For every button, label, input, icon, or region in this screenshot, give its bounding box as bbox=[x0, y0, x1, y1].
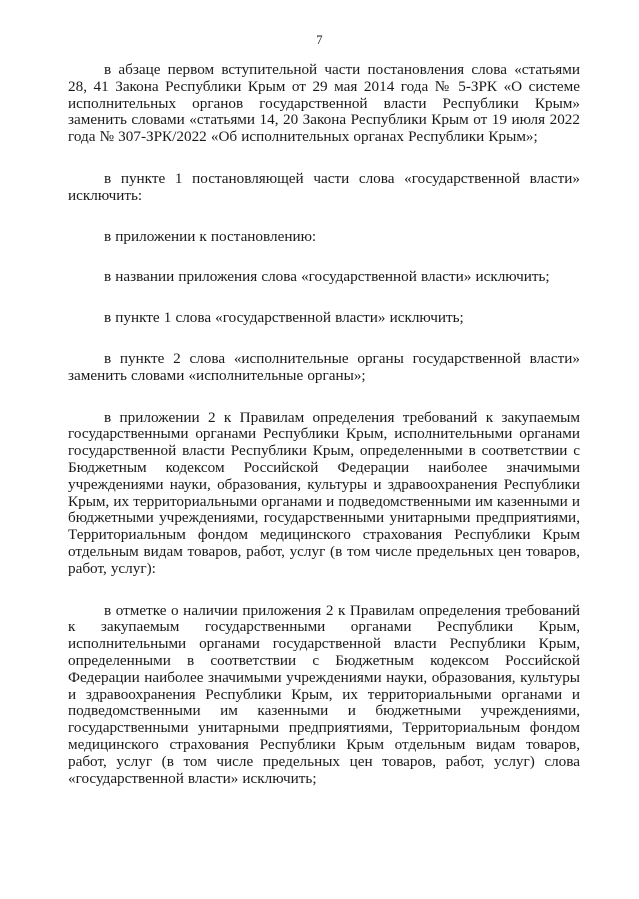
paragraph-preamble-amendment: в абзаце первом вступительной части постановления слова «статьями 28, 41 Закона Республики Крым от 29 мая 2014 года № 5-ЗРК «О системе исполнительных органов государственной власти Республики Крым» заменить словами «статьями 14, 20 Закона Республики Крым от 19 июля 2022 года № 307-ЗРК/2022 «Об исполнительных органах Республики Крым»; bbox=[68, 61, 580, 146]
document-body bbox=[68, 62, 580, 787]
paragraph-annex-point-2: в пункте 2 слова «исполнительные органы государственной власти» заменить словами «исполнительные органы»; bbox=[68, 349, 580, 384]
paragraph-annex-intro: в приложении к постановлению: bbox=[104, 227, 317, 245]
paragraph-appendix-2-mark: в отметке о наличии приложения 2 к Правилам определения требований к закупаемым государственными органами Республики Крым, исполнительными органами государственной власти Республики Крым, определенными в соответствии с Бюджетным кодексом Российской Федерации наиболее значимыми учреждениями науки, образования, культуры и здравоохранения Республики Крым, их территориальными органами и подведомственными им казенными и бюджетными учреждениями, государственными унитарными предприятиями, Территориальным фондом медицинского страхования Республики Крым отдельным видам товаров, работ, услуг (в том числе предельных цен товаров, работ, услуг) слова «государственной власти» исключить; bbox=[68, 601, 580, 787]
paragraph-appendix-2-rules: в приложении 2 к Правилам определения требований к закупаемым государственными органами Республики Крым, исполнительными органами государственной власти Республики Крым, определенными в соответствии с Бюджетным кодексом Российской Федерации наиболее значимыми учреждениями науки, образования, культуры и здравоохранения Республики Крым, их территориальными органами и подведомственными им казенными и бюджетными учреждениями, государственными унитарными предприятиями, Территориальным фондом медицинского страхования Республики Крым отдельным видам товаров, работ, услуг (в том числе предельных цен товаров, работ, услуг): bbox=[68, 408, 580, 577]
paragraph-point-1-resolution: в пункте 1 постановляющей части слова «государственной власти» исключить: bbox=[68, 169, 580, 204]
paragraph-annex-title: в названии приложения слова «государственной власти» исключить; bbox=[104, 268, 550, 286]
paragraph-annex-point-1: в пункте 1 слова «государственной власти» исключить; bbox=[104, 309, 464, 327]
page-number: 7 bbox=[316, 33, 323, 47]
